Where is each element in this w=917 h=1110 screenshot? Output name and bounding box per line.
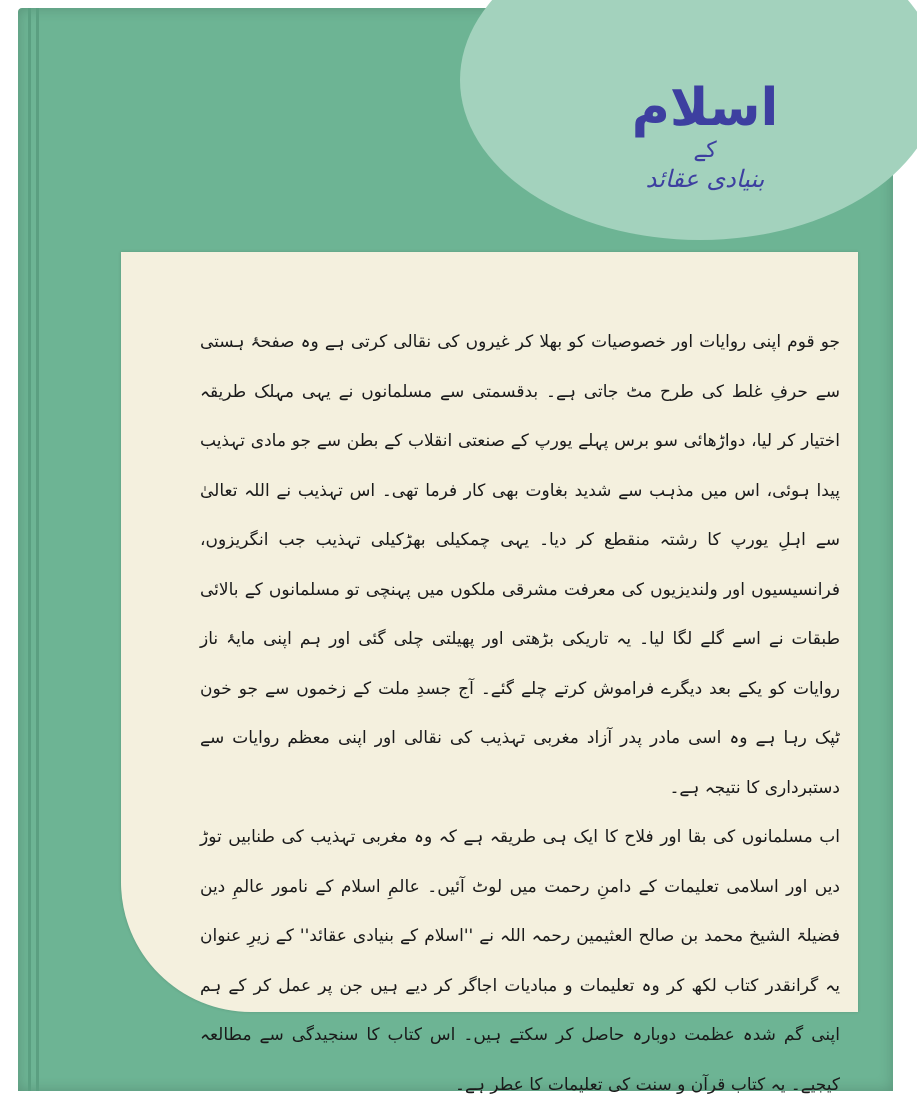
spine-groove-line <box>36 8 39 1091</box>
blurb-paragraph: اب مسلمانوں کی بقا اور فلاح کا ایک ہی طریقہ ہے کہ وہ مغربی تہذیب کی طنابیں توڑ دیں اور اسلامی تعلیمات کے دامنِ رحمت میں لوٹ آئیں۔ عالمِ اسلام کے نامور عالمِ دین فضیلۃ الشیخ محمد بن صالح العثیمین رحمہ اللہ نے ''اسلام کے بنیادی عقائد'' کے زیرِ عنوان یہ گرانقدر کتاب لکھ کر وہ تعلیمات و مبادیات اجاگر کر دیے ہیں جن پر عمل کر کے ہم اپنی گم شدہ عظمت دوبارہ حاصل کر سکتے ہیں۔ اس کتاب کا سنجیدگی سے مطالعہ کیجیے۔ یہ کتاب قرآن و سنت کی تعلیمات کا عطر ہے۔ <box>200 827 840 1095</box>
blurb-paragraph: جو قوم اپنی روایات اور خصوصیات کو بھلا کر غیروں کی نقالی کرتی ہے وہ صفحۂ ہستی سے حرفِ غلط کی طرح مٹ جاتی ہے۔ بدقسمتی سے مسلمانوں نے یہی مہلک طریقہ اختیار کر لیا، دواڑھائی سو برس پہلے یورپ کے صنعتی انقلاب کے بطن سے جو مادی تہذیب پیدا ہوئی، اس میں مذہب سے شدید بغاوت بھی کار فرما تھی۔ اس تہذیب نے اللہ تعالیٰ سے اہلِ یورپ کا رشتہ منقطع کر دیا۔ یہی چمکیلی بھڑکیلی تہذیب جب انگریزوں، فرانسیسیوں اور ولندیزیوں کی معرفت مشرقی ملکوں میں پہنچی تو مسلمانوں کے بالائی طبقات نے اسے گلے لگا لیا۔ یہ تاریکی بڑھتی اور پھیلتی چلی گئی اور ہم اپنی مایۂ ناز روایات کو یکے بعد دیگرے فراموش کرتے چلے گئے۔ آج جسدِ ملت کے زخموں سے جو خون ٹپک رہا ہے وہ اسی مادر پدر آزاد مغربی تہذیب کی نقالی اور اپنی معظم روایات سے دستبرداری کا نتیجہ ہے۔ <box>200 332 840 798</box>
book-title: اسلام <box>631 78 779 138</box>
spine-groove-line <box>28 8 31 1091</box>
cover-title-block <box>620 78 790 194</box>
blurb-text <box>200 318 840 1110</box>
book-title-connector: کے <box>693 138 717 163</box>
book-subtitle: بنیادی عقائد <box>645 165 765 193</box>
